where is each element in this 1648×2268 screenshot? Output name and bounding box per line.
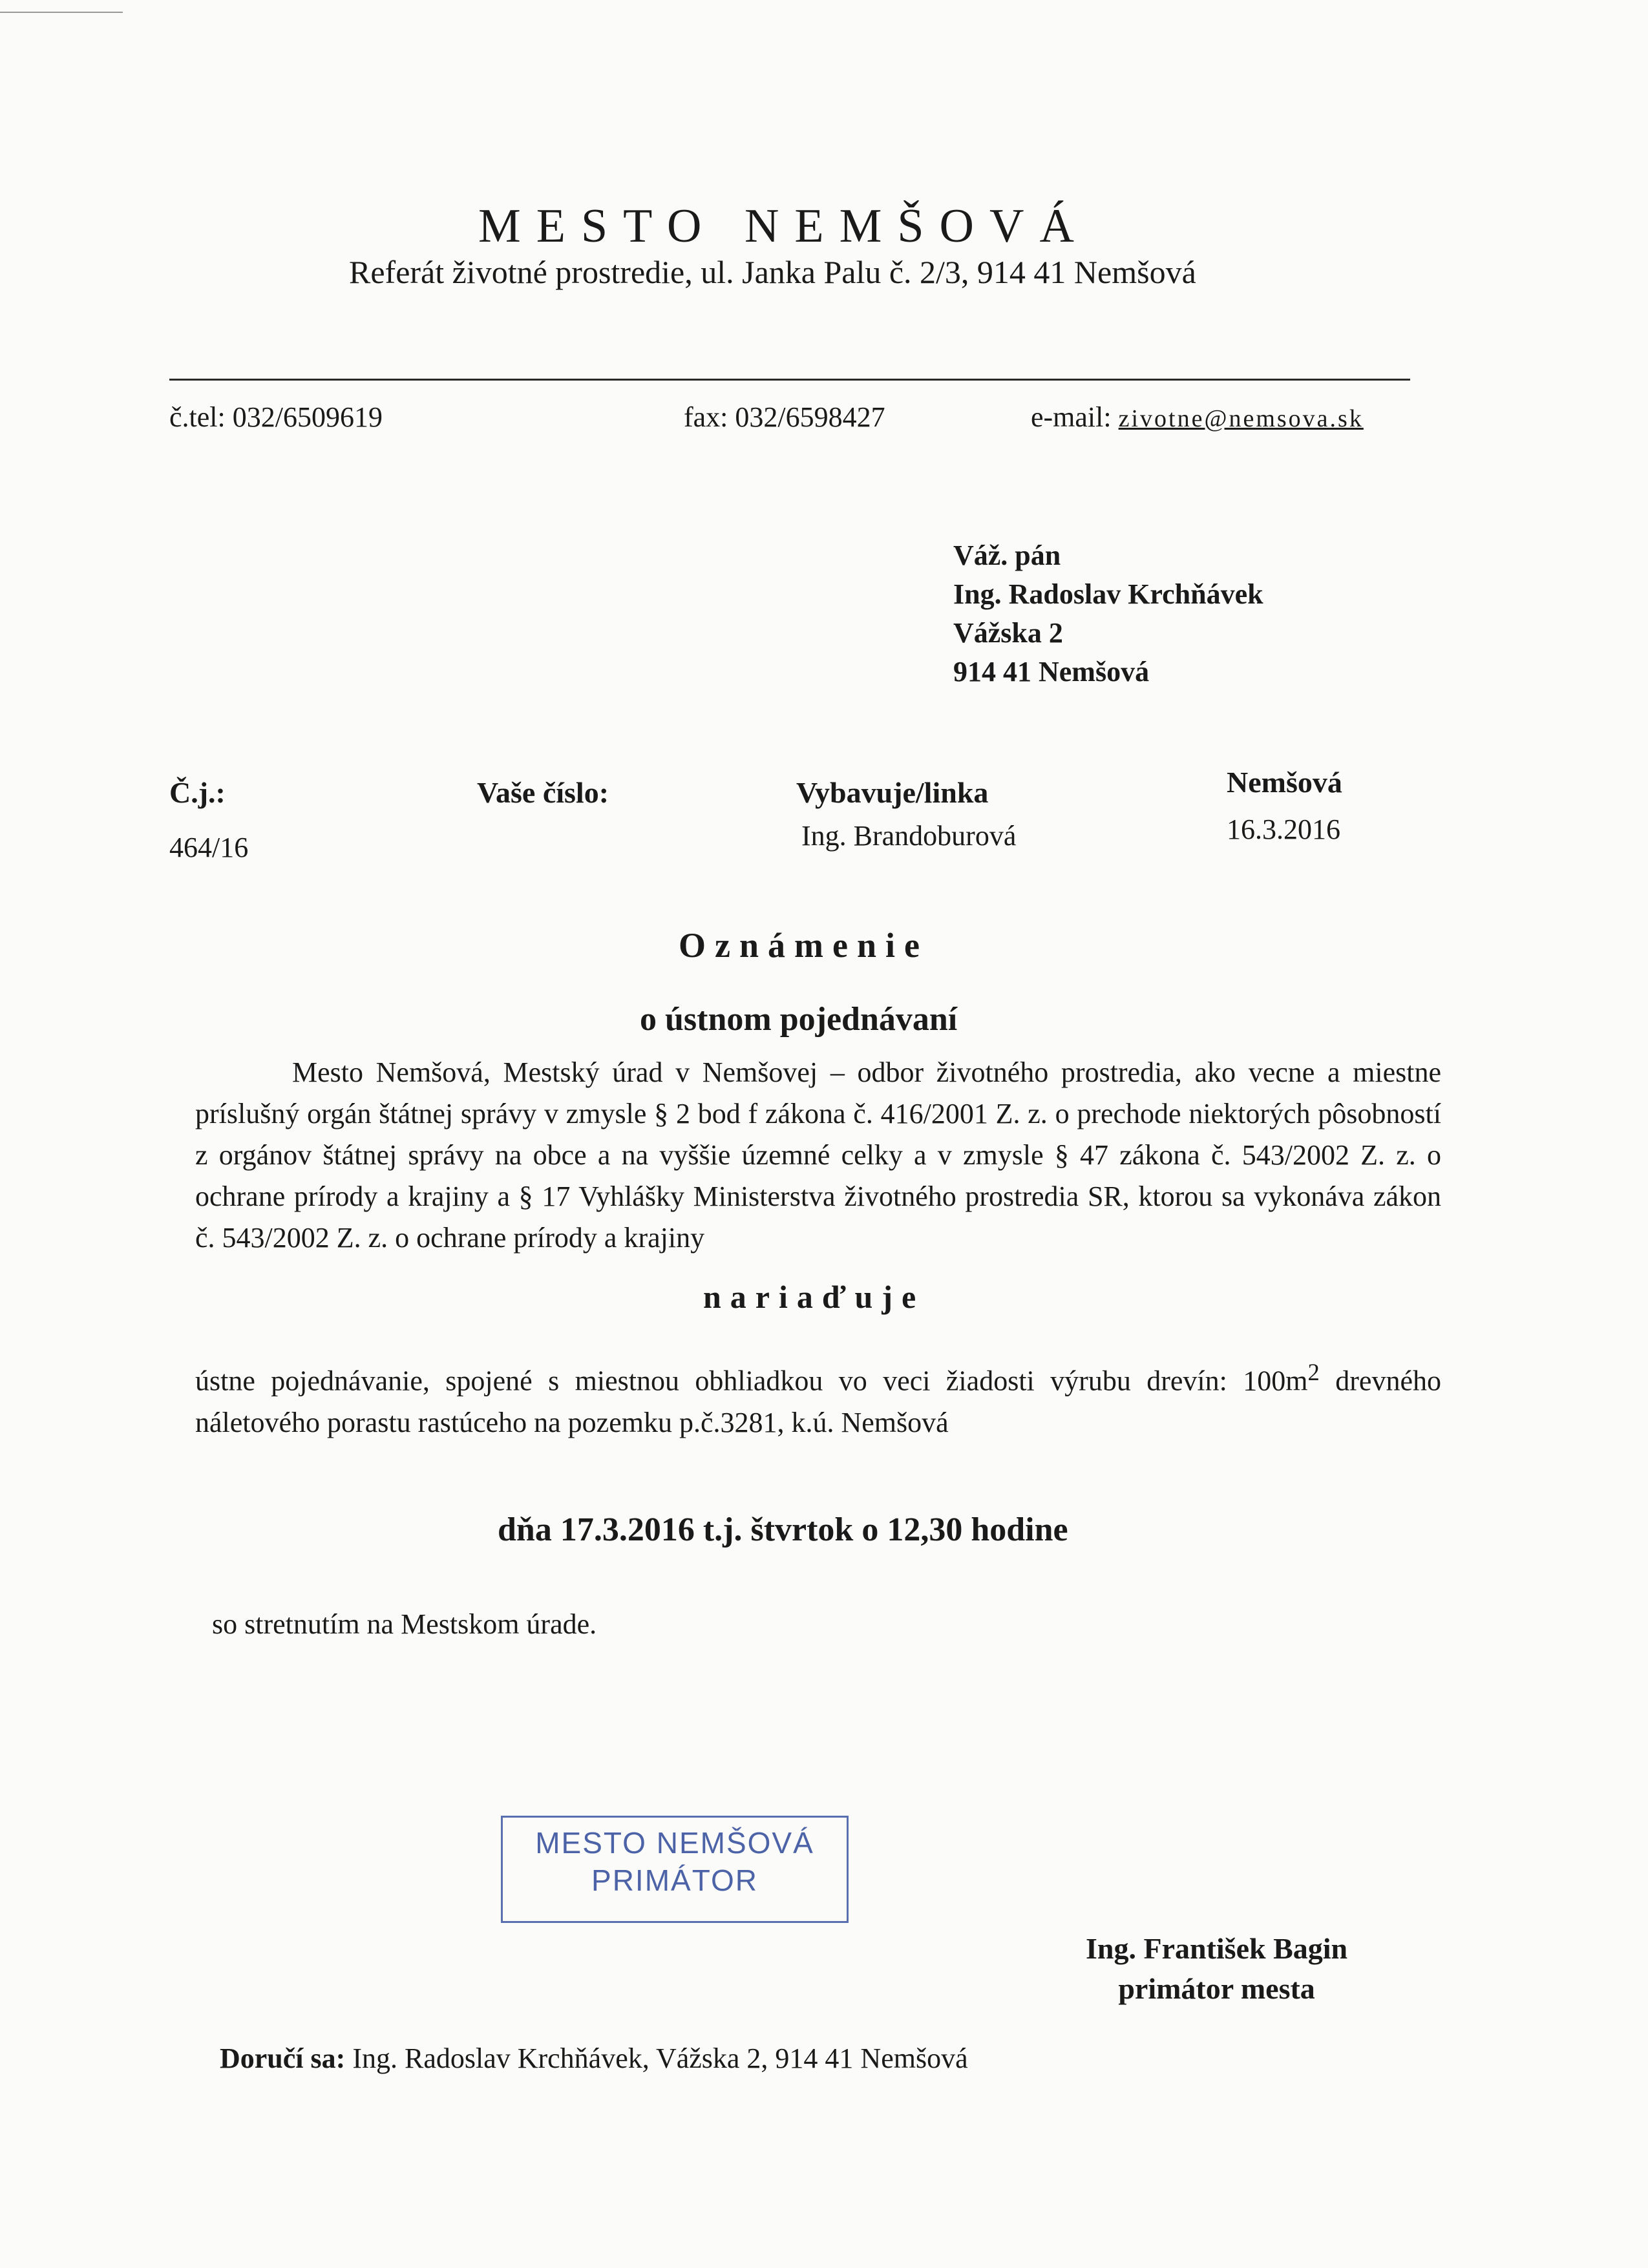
email-link[interactable]: zivotne@nemsova.sk (1118, 405, 1364, 432)
stamp-line-1: MESTO NEMŠOVÁ (535, 1826, 814, 1860)
scan-edge-mark (0, 12, 123, 13)
handler-value: Ing. Brandoburová (801, 820, 1017, 852)
subject-title: Oznámenie (679, 926, 929, 965)
delivery-line (220, 2042, 968, 2075)
orders-heading: nariaďuje (703, 1279, 925, 1315)
recipient-street: Vážska 2 (953, 617, 1063, 649)
email-label: e-mail: (1031, 401, 1112, 433)
official-stamp (501, 1816, 849, 1923)
fax-number: fax: 032/6598427 (684, 401, 885, 433)
ref-number-label: Č.j.: (169, 776, 226, 809)
signatory (1086, 1929, 1347, 2009)
recipient-name: Ing. Radoslav Krchňávek (953, 578, 1263, 610)
org-subtitle: Referát životné prostredie, ul. Janka Palu č. 2/3, 914 41 Nemšová (349, 254, 1196, 290)
hearing-subject-rest: drevného náletového porastu rastúceho na pozemku p.č.3281, k.ú. Nemšová (195, 1365, 1441, 1438)
recipient-city: 914 41 Nemšová (953, 656, 1150, 688)
legal-basis-text: Mesto Nemšová, Mestský úrad v Nemšovej – odbor životného prostredia, ako vecne a miestne príslušný orgán štátnej správy v zmysle § 2 bod f zákona č. 416/2001 Z. z. o prechode niektorých pôsobností z orgánov štátnej správy na obce a na vyššie územné celky a v zmysle § 47 zákona č. 543/2002 Z. z. o ochrane prírody a krajiny a § 17 Vyhlášky Ministerstva životného prostredia SR, ktorou sa vykonáva zákon č. 543/2002 Z. z. o ochrane prírody a krajiny (195, 1056, 1441, 1254)
delivery-label: Doručí sa: (220, 2042, 346, 2074)
your-number-label: Vaše číslo: (477, 776, 609, 809)
signatory-role: primátor mesta (1118, 1972, 1315, 2005)
body-paragraph-2 (195, 1352, 1441, 1444)
delivery-address: Ing. Radoslav Krchňávek, Vážska 2, 914 41 Nemšová (345, 2042, 968, 2074)
header-divider (169, 379, 1410, 381)
body-paragraph-1 (195, 1052, 1441, 1259)
subject-subtitle: o ústnom pojednávaní (640, 1001, 958, 1038)
recipient-salutation: Váž. pán (953, 540, 1061, 571)
signatory-name: Ing. František Bagin (1086, 1932, 1348, 1965)
area-unit-exponent: 2 (1307, 1359, 1320, 1385)
org-name: MESTO NEMŠOVÁ (478, 200, 1090, 253)
hearing-date: dňa 17.3.2016 t.j. štvrtok o 12,30 hodine (498, 1511, 1068, 1548)
phone-number: č.tel: 032/6509619 (169, 401, 383, 433)
hearing-subject-main: ústne pojednávanie, spojené s miestnou obhliadkou vo veci žiadosti výrubu drevín: 100m (195, 1365, 1308, 1397)
hearing-subject-text (195, 1352, 1441, 1444)
stamp-line-2: PRIMÁTOR (591, 1864, 758, 1897)
meeting-place: so stretnutím na Mestskom úrade. (212, 1608, 597, 1640)
handler-label: Vybavuje/linka (796, 776, 989, 809)
place-label: Nemšová (1227, 766, 1342, 799)
email-contact (1031, 401, 1364, 434)
recipient-address (953, 536, 1263, 691)
ref-number-value: 464/16 (169, 832, 249, 863)
letter-date: 16.3.2016 (1227, 814, 1340, 845)
